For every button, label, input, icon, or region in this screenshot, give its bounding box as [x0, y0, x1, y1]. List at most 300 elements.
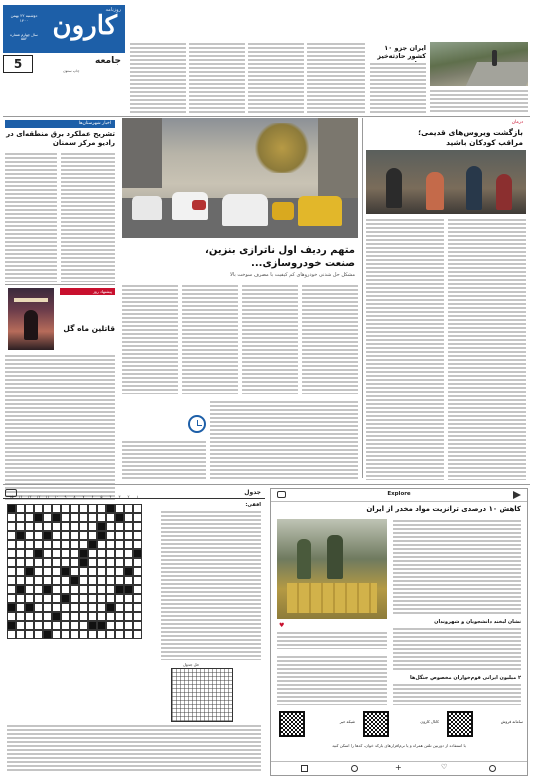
section-tag: چاپ ستون [63, 69, 80, 73]
crossword-cell[interactable] [7, 630, 16, 639]
crossword-cell[interactable] [43, 504, 52, 513]
explore-footer: با استفاده از دوربین تلفن همراه و یا نرم‌افزارهای بارکد خوان، کدها را اسکن کنید [332, 743, 466, 748]
crossword-cell[interactable] [115, 612, 124, 621]
search-icon[interactable] [351, 765, 358, 772]
crossword-cell[interactable] [97, 540, 106, 549]
crossword-black-cell [52, 513, 61, 522]
crossword-cell[interactable] [43, 522, 52, 531]
crossword-cell[interactable] [7, 549, 16, 558]
crossword-col-number: ۲ [127, 495, 130, 499]
explore-col-2 [393, 627, 521, 671]
crossword-cell[interactable] [34, 594, 43, 603]
crossword-cell[interactable] [133, 513, 142, 522]
crossword-cell[interactable] [70, 612, 79, 621]
photo-person-3 [466, 166, 482, 210]
crossword-cell[interactable] [25, 504, 34, 513]
crossword-cell[interactable] [97, 576, 106, 585]
crossword-cell[interactable] [34, 621, 43, 630]
crossword-vertical-clues [7, 724, 261, 772]
crossword-cell[interactable] [97, 558, 106, 567]
crossword-cell[interactable] [43, 549, 52, 558]
right-feature-text-2 [448, 218, 526, 480]
crossword-cell[interactable] [52, 540, 61, 549]
crossword-cell[interactable] [97, 612, 106, 621]
crossword-cell[interactable] [52, 549, 61, 558]
page-number-box [3, 55, 33, 73]
crossword-cell[interactable] [124, 540, 133, 549]
crossword-black-cell [79, 549, 88, 558]
crossword-col-number: ۱۱ [45, 495, 50, 499]
crossword-cell[interactable] [34, 630, 43, 639]
crossword-black-cell [88, 540, 97, 549]
crossword-cell[interactable] [115, 594, 124, 603]
crossword-cell[interactable] [133, 531, 142, 540]
top-text-col-1 [130, 42, 186, 114]
crossword-cell[interactable] [124, 531, 133, 540]
send-icon[interactable] [513, 491, 521, 499]
crossword-cell[interactable] [61, 576, 70, 585]
crossword-cell[interactable] [115, 576, 124, 585]
crossword-cell[interactable] [106, 630, 115, 639]
crossword-cell[interactable] [25, 612, 34, 621]
crossword-black-cell [70, 576, 79, 585]
crossword-cell[interactable] [70, 504, 79, 513]
crossword-cell[interactable] [79, 585, 88, 594]
explore-photo-caption [277, 631, 387, 649]
crossword-black-cell [106, 504, 115, 513]
crossword-cell[interactable] [70, 630, 79, 639]
crossword-cell[interactable] [7, 531, 16, 540]
crossword-cell[interactable] [7, 540, 16, 549]
crossword-cell[interactable] [43, 540, 52, 549]
crossword-cell[interactable] [70, 603, 79, 612]
crossword-cell[interactable] [52, 504, 61, 513]
crossword-cell[interactable] [106, 594, 115, 603]
main-story-text-6 [122, 440, 206, 480]
crossword-cell[interactable] [133, 594, 142, 603]
crossword-cell[interactable] [34, 522, 43, 531]
crossword-cell[interactable] [79, 621, 88, 630]
crossword-cell[interactable] [124, 504, 133, 513]
crossword-cell[interactable] [7, 513, 16, 522]
crossword-cell[interactable] [97, 603, 106, 612]
left-col-tag: اخبار شهرستان‌ها [78, 121, 111, 126]
crossword-black-cell [43, 585, 52, 594]
crossword-cell[interactable] [79, 594, 88, 603]
left-col-text-2 [61, 152, 115, 282]
crossword-cell[interactable] [106, 522, 115, 531]
crossword-cell[interactable] [88, 630, 97, 639]
crossword-cell[interactable] [70, 513, 79, 522]
crossword-cell[interactable] [88, 576, 97, 585]
crossword-cell[interactable] [16, 504, 25, 513]
photo-officer-2 [327, 535, 343, 579]
crossword-cell[interactable] [106, 612, 115, 621]
crossword-cell[interactable] [88, 549, 97, 558]
crossword-cell[interactable] [70, 522, 79, 531]
photo-building-right [318, 118, 358, 198]
crossword-cell[interactable] [70, 549, 79, 558]
crossword-cell[interactable] [61, 612, 70, 621]
crossword-cell[interactable] [43, 576, 52, 585]
crossword-cell[interactable] [79, 531, 88, 540]
crossword-cell[interactable] [106, 567, 115, 576]
profile-icon[interactable] [489, 765, 496, 772]
qr-caption-3: سامانه فروش [500, 719, 523, 724]
crossword-cell[interactable] [133, 621, 142, 630]
clock-hand-2 [197, 425, 202, 426]
crossword-cell[interactable] [43, 603, 52, 612]
masthead-date: دوشنبه ۲۲ بهمن ۱۴۰۰ [10, 13, 38, 23]
crossword-cell[interactable] [79, 612, 88, 621]
photo-officer-1 [297, 539, 311, 579]
explore-col-1 [393, 519, 521, 615]
crossword-cell[interactable] [97, 513, 106, 522]
crossword-cell[interactable] [79, 567, 88, 576]
photo-car-white-1 [132, 196, 162, 220]
crossword-cell[interactable] [52, 558, 61, 567]
masthead-info: سال چهارم شماره ۵۵۲ [10, 33, 38, 41]
top-text-col-4 [307, 42, 365, 114]
crossword-cell[interactable] [7, 522, 16, 531]
crossword-cell[interactable] [88, 504, 97, 513]
main-story-photo [122, 118, 358, 238]
crossword-col-number: ۱۰ [54, 495, 59, 499]
crossword-cell[interactable] [16, 621, 25, 630]
crossword-cell[interactable] [106, 531, 115, 540]
main-story-text-3 [242, 284, 298, 394]
crossword-cell[interactable] [115, 522, 124, 531]
crossword-cell[interactable] [88, 513, 97, 522]
crossword-cell[interactable] [106, 549, 115, 558]
crossword-cell[interactable] [16, 513, 25, 522]
qr-code-1[interactable] [279, 711, 305, 737]
left-col-tag-bar [5, 120, 115, 128]
crossword-cell[interactable] [124, 558, 133, 567]
crossword-black-cell [124, 567, 133, 576]
right-feature-text-1 [366, 218, 444, 480]
crossword-cell[interactable] [133, 612, 142, 621]
top-text-col-3 [248, 42, 304, 114]
page-number: 5 [13, 57, 23, 71]
crossword-cell[interactable] [115, 621, 124, 630]
photo-building-left [122, 118, 162, 188]
crossword-cell[interactable] [25, 558, 34, 567]
explore-photo [277, 519, 387, 619]
crossword-cell[interactable] [88, 594, 97, 603]
crossword-cell[interactable] [16, 612, 25, 621]
book-cover-figure [24, 310, 38, 340]
crossword-cell[interactable] [43, 513, 52, 522]
divider-bottom [3, 484, 530, 485]
crossword-title: جدول [244, 489, 261, 496]
crossword-cell[interactable] [124, 612, 133, 621]
crossword-cell[interactable] [61, 630, 70, 639]
crossword-black-cell [25, 567, 34, 576]
crossword-cell[interactable] [16, 549, 25, 558]
crossword-col-number: ۸ [73, 495, 76, 499]
add-icon[interactable]: + [395, 763, 402, 772]
crossword-cell[interactable] [97, 504, 106, 513]
crossword-cell[interactable] [106, 585, 115, 594]
crossword-cell[interactable] [133, 630, 142, 639]
clock-icon [188, 415, 206, 433]
crossword-cell[interactable] [61, 522, 70, 531]
crossword-cell[interactable] [52, 585, 61, 594]
crossword-black-cell [106, 603, 115, 612]
crossword-cell[interactable] [88, 567, 97, 576]
crossword-black-cell [61, 567, 70, 576]
right-feature-title: بازگشت ویروس‌های قدیمی؛ مراقب کودکان باشید [418, 128, 523, 147]
main-story-subtitle: مشکل حل شدنی خودروهای کم کیفیت با مصرف سوخت بالا [230, 272, 355, 278]
crossword-cell[interactable] [34, 603, 43, 612]
crossword-cell[interactable] [97, 585, 106, 594]
crossword-cell[interactable] [61, 504, 70, 513]
masthead-logo-subtitle: روزنامه [105, 7, 121, 13]
crossword-cell[interactable] [124, 513, 133, 522]
heart-icon[interactable]: ♡ [441, 763, 448, 771]
explore-top-bar [271, 489, 527, 502]
crossword-cell[interactable] [106, 513, 115, 522]
crossword-cell[interactable] [7, 567, 16, 576]
crossword-cell[interactable] [25, 513, 34, 522]
crossword-cell[interactable] [16, 576, 25, 585]
crossword-cell[interactable] [52, 567, 61, 576]
crossword-black-cell [97, 531, 106, 540]
crossword-cell[interactable] [61, 603, 70, 612]
crossword-black-cell [97, 621, 106, 630]
top-story-text [370, 62, 426, 114]
crossword-cell[interactable] [61, 531, 70, 540]
crossword-cell[interactable] [97, 594, 106, 603]
crossword-cell[interactable] [7, 576, 16, 585]
crossword-cell[interactable] [61, 585, 70, 594]
crossword-cell[interactable] [52, 594, 61, 603]
crossword-cell[interactable] [97, 567, 106, 576]
crossword-cell[interactable] [70, 540, 79, 549]
crossword-cell[interactable] [79, 576, 88, 585]
crossword-cell[interactable] [106, 558, 115, 567]
crossword-cell[interactable] [43, 594, 52, 603]
photo-person-4 [496, 174, 512, 210]
crossword-horizontal-label: افقی: [245, 502, 261, 508]
crossword-cell[interactable] [70, 594, 79, 603]
crossword-cell[interactable] [16, 558, 25, 567]
crossword-cell[interactable] [16, 603, 25, 612]
crossword-grid [7, 495, 147, 650]
crossword-cell[interactable] [7, 558, 16, 567]
crossword-cell[interactable] [133, 567, 142, 576]
crossword-cell[interactable] [34, 504, 43, 513]
crossword-cell[interactable] [79, 504, 88, 513]
crossword-cell[interactable] [25, 621, 34, 630]
crossword-cell[interactable] [7, 594, 16, 603]
crossword-cell[interactable] [61, 513, 70, 522]
crossword-cell[interactable] [34, 531, 43, 540]
photo-person-2 [426, 172, 444, 210]
crossword-cell[interactable] [88, 603, 97, 612]
explore-col-3 [277, 655, 387, 705]
explore-story3-title: ۲ میلیون ایرانی فوم‌خواران مخصوص جنگل‌ها [410, 675, 521, 681]
crossword-cell[interactable] [106, 576, 115, 585]
main-story-title: متهم ردیف اول ناترازی بنزین، صنعت خودروسازی... [205, 245, 355, 269]
photo-tree [252, 123, 312, 173]
crossword-black-cell [61, 594, 70, 603]
crossword-cell[interactable] [106, 621, 115, 630]
crossword-cell[interactable] [115, 549, 124, 558]
crossword-cell[interactable] [133, 540, 142, 549]
crossword-cell[interactable] [43, 612, 52, 621]
crossword-cell[interactable] [25, 522, 34, 531]
crossword-black-cell [115, 513, 124, 522]
crossword-cell[interactable] [7, 585, 16, 594]
home-icon[interactable] [301, 765, 308, 772]
crossword-cell[interactable] [25, 585, 34, 594]
crossword-col-number: ۱۵ [9, 495, 14, 499]
camera-icon[interactable] [277, 491, 286, 498]
explore-like-icon[interactable]: ♥ [279, 622, 285, 629]
crossword-cell[interactable] [79, 630, 88, 639]
book-cover-title [14, 298, 48, 302]
crossword-cell[interactable] [124, 603, 133, 612]
crossword-cell[interactable] [25, 540, 34, 549]
crossword-cell[interactable] [25, 576, 34, 585]
crossword-cell[interactable] [88, 585, 97, 594]
explore-headline: کاهش ۱۰ درصدی ترانزیت مواد مخدر از ایران [366, 505, 521, 513]
crossword-cell[interactable] [133, 576, 142, 585]
crossword-col-number: ۳ [118, 495, 121, 499]
photo-person-1 [386, 168, 402, 208]
crossword-cell[interactable] [61, 540, 70, 549]
book-cover [8, 288, 54, 350]
crossword-cell[interactable] [133, 603, 142, 612]
photo-car-yellow-2 [272, 202, 294, 220]
crossword-black-cell [7, 603, 16, 612]
crossword-cell[interactable] [70, 558, 79, 567]
crossword-cell[interactable] [133, 504, 142, 513]
crossword-cell[interactable] [52, 603, 61, 612]
main-story-text-5 [210, 400, 358, 480]
crossword-cell[interactable] [124, 630, 133, 639]
crossword-cell[interactable] [52, 621, 61, 630]
crossword-cell[interactable] [52, 522, 61, 531]
crossword-cell[interactable] [43, 567, 52, 576]
crossword-cell[interactable] [61, 549, 70, 558]
crossword-cell[interactable] [7, 612, 16, 621]
crossword-cell[interactable] [115, 558, 124, 567]
crossword-cell[interactable] [61, 558, 70, 567]
crossword-cell[interactable] [115, 603, 124, 612]
crossword-cell[interactable] [25, 630, 34, 639]
crossword-cell[interactable] [79, 603, 88, 612]
crossword-cell[interactable] [124, 549, 133, 558]
qr-code-2[interactable] [363, 711, 389, 737]
crossword-cell[interactable] [25, 531, 34, 540]
crossword-solution-grid [171, 668, 233, 722]
photo-cargo [287, 583, 377, 613]
qr-code-3[interactable] [447, 711, 473, 737]
crossword-cell[interactable] [97, 630, 106, 639]
explore-col-4 [393, 683, 521, 705]
crossword-cell[interactable] [70, 531, 79, 540]
crossword-cell[interactable] [16, 630, 25, 639]
crossword-black-cell [16, 585, 25, 594]
crossword-cell[interactable] [34, 558, 43, 567]
crossword-cell[interactable] [34, 540, 43, 549]
crossword-cell[interactable] [79, 540, 88, 549]
crossword-cell[interactable] [115, 531, 124, 540]
crossword-cell[interactable] [79, 522, 88, 531]
crossword-col-number: ۵ [100, 495, 103, 499]
crossword-col-number: ۱۳ [27, 495, 32, 499]
crossword-cell[interactable] [25, 549, 34, 558]
crossword-cell[interactable] [43, 621, 52, 630]
crossword-cell[interactable] [124, 576, 133, 585]
crossword-cell[interactable] [16, 567, 25, 576]
crossword-cell[interactable] [70, 621, 79, 630]
crossword-cell[interactable] [124, 594, 133, 603]
crossword-col-number: ۷ [82, 495, 85, 499]
crossword-cell[interactable] [106, 540, 115, 549]
crossword-cell[interactable] [25, 594, 34, 603]
crossword-cell[interactable] [16, 522, 25, 531]
crossword-col-number: ۴ [109, 495, 112, 499]
crossword-cell[interactable] [70, 567, 79, 576]
crossword-cell[interactable] [79, 513, 88, 522]
divider-vertical-right [362, 118, 363, 478]
crossword-cell[interactable] [124, 621, 133, 630]
photo-car-red [192, 200, 206, 210]
crossword-cell[interactable] [133, 558, 142, 567]
explore-story2-title: نشان لبخند دانشجویان و شهروندان [434, 619, 521, 625]
crossword-black-cell [97, 522, 106, 531]
photo-car-white-3 [222, 194, 268, 226]
crossword-cell[interactable] [115, 540, 124, 549]
crossword-cell[interactable] [88, 522, 97, 531]
crossword-cell[interactable] [115, 504, 124, 513]
crossword-cell[interactable] [88, 612, 97, 621]
crossword-section [3, 488, 265, 776]
crossword-cell[interactable] [34, 612, 43, 621]
crossword-cell[interactable] [70, 585, 79, 594]
crossword-cell[interactable] [115, 567, 124, 576]
crossword-cell[interactable] [88, 531, 97, 540]
crossword-black-cell [88, 621, 97, 630]
crossword-cell[interactable] [16, 594, 25, 603]
crossword-cell[interactable] [34, 567, 43, 576]
crossword-cell[interactable] [52, 531, 61, 540]
crossword-cell[interactable] [124, 522, 133, 531]
crossword-black-cell [52, 612, 61, 621]
crossword-cell[interactable] [97, 549, 106, 558]
top-story-text-2 [430, 89, 528, 114]
crossword-cell[interactable] [52, 576, 61, 585]
crossword-cell[interactable] [133, 522, 142, 531]
crossword-col-number: ۶ [91, 495, 94, 499]
crossword-cell[interactable] [43, 558, 52, 567]
crossword-cell[interactable] [52, 630, 61, 639]
masthead [3, 5, 125, 75]
crossword-cell[interactable] [16, 540, 25, 549]
crossword-cell[interactable] [88, 558, 97, 567]
crossword-cell[interactable] [34, 585, 43, 594]
crossword-black-cell [79, 558, 88, 567]
crossword-cell[interactable] [115, 630, 124, 639]
book-text [5, 354, 115, 500]
crossword-cell[interactable] [61, 621, 70, 630]
crossword-cell[interactable] [133, 585, 142, 594]
crossword-cell[interactable] [34, 576, 43, 585]
